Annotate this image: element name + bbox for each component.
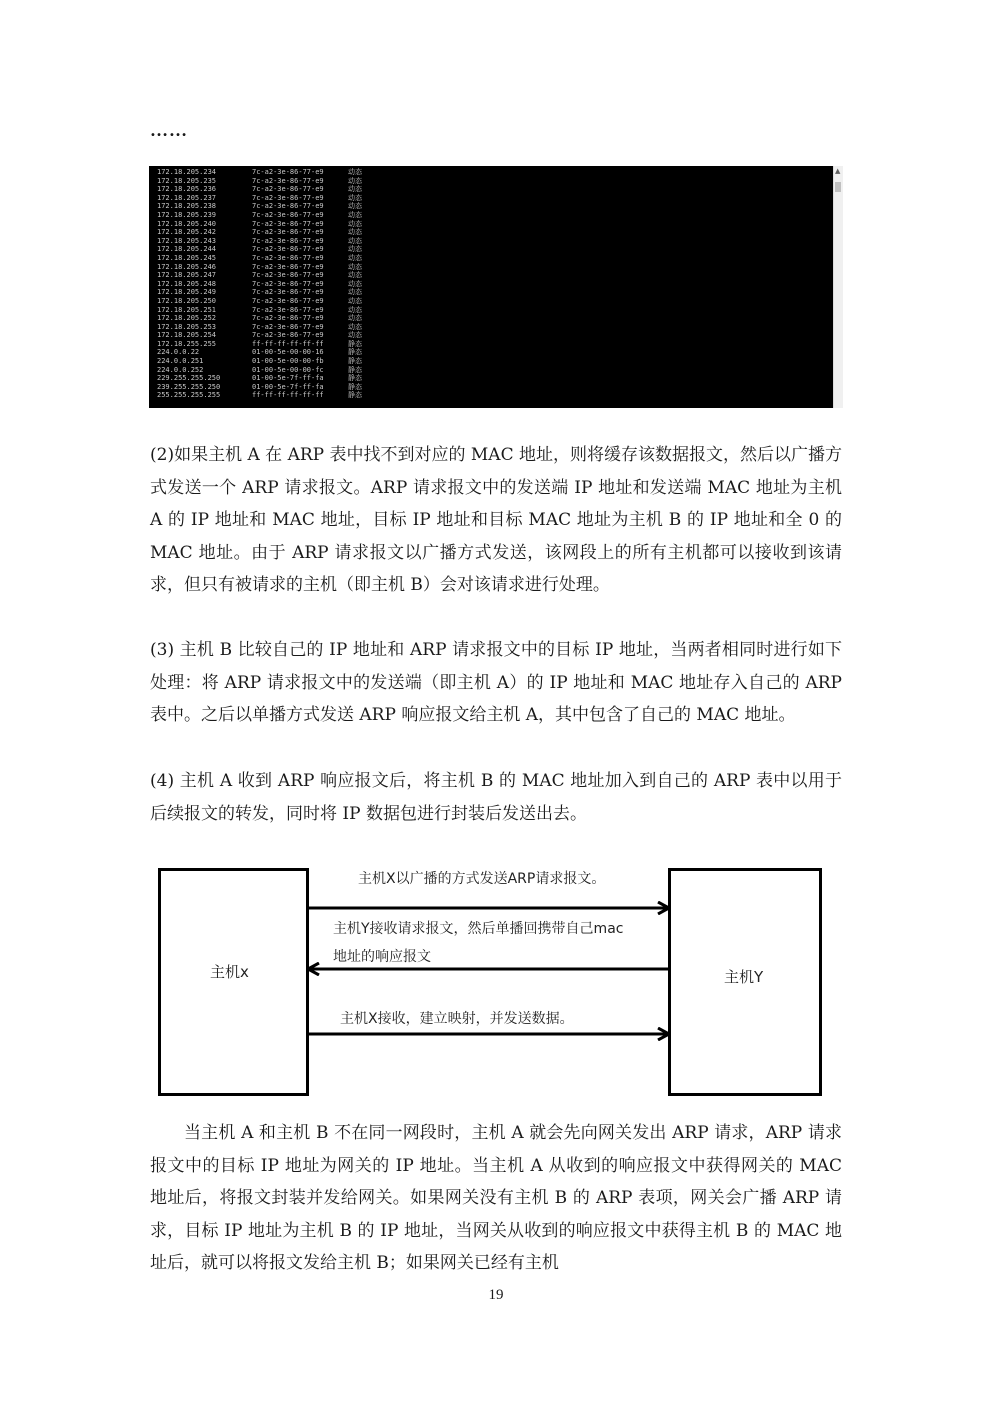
arp-mac-cell: 7c-a2-3e-86-77-e9 (252, 253, 324, 262)
arp-mac-cell: 7c-a2-3e-86-77-e9 (252, 185, 324, 194)
arp-ip-cell: 172.18.205.238 (157, 202, 217, 211)
arp-type-cell: 动态 (348, 305, 362, 314)
arp-table-row (157, 254, 378, 263)
arp-flow-diagram (148, 856, 848, 1106)
host-x-label: 主机x (210, 963, 249, 981)
arp-type-cell: 动态 (348, 331, 362, 340)
arp-mac-cell: 7c-a2-3e-86-77-e9 (252, 305, 324, 314)
arp-type-cell: 动态 (348, 322, 362, 331)
arp-type-cell: 静态 (348, 382, 362, 391)
arp-table-row (157, 331, 378, 340)
ellipsis: …… (150, 120, 188, 140)
arp-ip-cell: 172.18.205.249 (157, 288, 217, 297)
arp-mac-cell: 01-00-5e-7f-ff-fa (252, 374, 324, 383)
arp-ip-cell: 172.18.205.243 (157, 236, 217, 245)
arp-ip-cell: 172.18.205.251 (157, 305, 217, 314)
arp-table-row (157, 383, 378, 392)
arp-type-cell: 动态 (348, 262, 362, 271)
arp-table-row (157, 194, 378, 203)
arp-ip-cell: 229.255.255.250 (157, 374, 221, 383)
arp-type-cell: 动态 (348, 228, 362, 237)
arp-ip-cell: 172.18.205.246 (157, 262, 217, 271)
arp-type-cell: 动态 (348, 236, 362, 245)
arp-mac-cell: 7c-a2-3e-86-77-e9 (252, 210, 324, 219)
arp-table-row (157, 185, 378, 194)
arp-ip-cell: 172.18.205.253 (157, 322, 217, 331)
arp-mac-cell: 7c-a2-3e-86-77-e9 (252, 322, 324, 331)
arp-mac-cell: 7c-a2-3e-86-77-e9 (252, 219, 324, 228)
terminal-scrollbar[interactable] (833, 166, 843, 408)
arp-mac-cell: 7c-a2-3e-86-77-e9 (252, 245, 324, 254)
arp-mac-cell: 7c-a2-3e-86-77-e9 (252, 168, 324, 176)
arp-type-cell: 动态 (348, 193, 362, 202)
arp-mac-cell: 7c-a2-3e-86-77-e9 (252, 193, 324, 202)
arp-ip-cell: 172.18.205.237 (157, 193, 217, 202)
arp-mac-cell: 01-00-5e-00-00-fc (252, 365, 324, 374)
arp-mac-cell: 7c-a2-3e-86-77-e9 (252, 236, 324, 245)
arp-ip-cell: 172.18.205.242 (157, 228, 217, 237)
arp-ip-cell: 172.18.205.240 (157, 219, 217, 228)
arp-table-row (157, 374, 378, 383)
broadcast-request-label: 主机X以广播的方式发送ARP请求报文。 (358, 871, 606, 887)
scroll-thumb[interactable] (835, 182, 841, 192)
arp-table-row (157, 271, 378, 280)
arp-table-row (157, 211, 378, 220)
paragraph-step-4: (4) 主机 A 收到 ARP 响应报文后，将主机 B 的 MAC 地址加入到自己的 ARP 表中以用于后续报文的转发，同时将 IP 数据包进行封装后发送出去。 (150, 771, 842, 824)
arp-mac-cell: ff-ff-ff-ff-ff-ff (252, 339, 324, 348)
arp-ip-cell: 224.0.0.251 (157, 357, 204, 366)
arp-table-row (157, 237, 378, 246)
arp-table-row (157, 280, 378, 289)
arp-table-row (157, 348, 378, 357)
arp-type-cell: 动态 (348, 314, 362, 323)
arp-type-cell: 动态 (348, 202, 362, 211)
arp-ip-cell: 172.18.205.245 (157, 253, 217, 262)
arp-table-row (157, 357, 378, 366)
arp-table-row (157, 306, 378, 315)
arp-table-row (157, 323, 378, 332)
arp-mac-cell: 7c-a2-3e-86-77-e9 (252, 288, 324, 297)
arp-mac-cell: 01-00-5e-7f-ff-fa (252, 382, 324, 391)
arp-type-cell: 动态 (348, 245, 362, 254)
arp-type-cell: 静态 (348, 374, 362, 383)
arp-mac-cell: 7c-a2-3e-86-77-e9 (252, 176, 324, 185)
arp-table-row (157, 288, 378, 297)
arp-ip-cell: 172.18.255.255 (157, 339, 217, 348)
arp-table-row (157, 314, 378, 323)
arp-mac-cell: 01-00-5e-00-00-fb (252, 357, 324, 366)
arp-mac-cell: 7c-a2-3e-86-77-e9 (252, 202, 324, 211)
arp-mac-cell: 7c-a2-3e-86-77-e9 (252, 279, 324, 288)
arp-type-cell: 动态 (348, 279, 362, 288)
unicast-response-label-line1: 主机Y接收请求报文，然后单播回携带自己mac (333, 921, 624, 937)
arp-type-cell: 动态 (348, 210, 362, 219)
paragraph-step-2: (2)如果主机 A 在 ARP 表中找不到对应的 MAC 地址，则将缓存该数据报文，然后以广播方式发送一个 ARP 请求报文。ARP 请求报文中的发送端 IP 地址和发送端 MAC 地址为主机 A 的 IP 地址和 MAC 地址，目标 IP 地址和目标 MAC 地址为主机 B 的 IP 地址和全 0 的 MAC 地址。由于 ARP 请求报文以广播方式发送，该网段上的所有主机都可以接收到该请求，但只有被请求的主机（即主机 B）会对该请求进行处理。 (150, 445, 842, 596)
arp-table-row (157, 391, 378, 400)
arp-mac-cell: 7c-a2-3e-86-77-e9 (252, 314, 324, 323)
arp-table-row (157, 177, 378, 186)
arp-type-cell: 静态 (348, 357, 362, 366)
arp-table-row (157, 340, 378, 349)
arp-type-cell: 动态 (348, 168, 362, 176)
arp-type-cell: 动态 (348, 288, 362, 297)
arp-mac-cell: 01-00-5e-00-00-16 (252, 348, 324, 357)
arp-ip-cell: 172.18.205.247 (157, 271, 217, 280)
unicast-response-label-line2: 地址的响应报文 (333, 949, 431, 965)
arp-type-cell: 动态 (348, 185, 362, 194)
arp-ip-cell: 172.18.205.254 (157, 331, 217, 340)
arp-ip-cell: 224.0.0.22 (157, 348, 200, 357)
arp-table-screenshot (149, 166, 833, 408)
arp-ip-cell: 172.18.205.248 (157, 279, 217, 288)
arp-type-cell: 静态 (348, 391, 362, 400)
arp-table-row (157, 366, 378, 375)
arp-ip-cell: 172.18.205.244 (157, 245, 217, 254)
paragraph-different-subnet: 当主机 A 和主机 B 不在同一网段时，主机 A 就会先向网关发出 ARP 请求，ARP 请求报文中的目标 IP 地址为网关的 IP 地址。当主机 A 从收到的响应报文中获得网关的 MAC 地址后，将报文封装并发给网关。如果网关没有主机 B 的 ARP 表项，网关会广播 ARP 请求，目标 IP 地址为主机 B 的 IP 地址，当网关从收到的响应报文中获得主机 B 的 MAC 地址后，就可以将报文发给主机 B；如果网关已经有主机 (150, 1123, 842, 1274)
arp-table-row (157, 245, 378, 254)
page-number: 19 (488, 1287, 504, 1303)
send-data-label: 主机X接收，建立映射，并发送数据。 (340, 1011, 574, 1027)
arp-ip-cell: 172.18.205.239 (157, 210, 217, 219)
arp-type-cell: 静态 (348, 348, 362, 357)
arp-table-row (157, 168, 378, 177)
arp-type-cell: 动态 (348, 253, 362, 262)
arp-table-row (157, 202, 378, 211)
host-y-label: 主机Y (724, 968, 764, 986)
arp-mac-cell: 7c-a2-3e-86-77-e9 (252, 331, 324, 340)
arp-type-cell: 动态 (348, 219, 362, 228)
scroll-up-icon[interactable]: ▲ (835, 167, 841, 175)
arp-ip-cell: 255.255.255.255 (157, 391, 221, 400)
paragraph-step-3: (3) 主机 B 比较自己的 IP 地址和 ARP 请求报文中的目标 IP 地址，当两者相同时进行如下处理：将 ARP 请求报文中的发送端（即主机 A）的 IP 地址和 MAC 地址存入自己的 ARP 表中。之后以单播方式发送 ARP 响应报文给主机 A，其中包含了自己的 MAC 地址。 (150, 640, 842, 726)
arp-mac-cell: 7c-a2-3e-86-77-e9 (252, 262, 324, 271)
arp-table-row (157, 228, 378, 237)
arp-mac-cell: ff-ff-ff-ff-ff-ff (252, 391, 324, 400)
arp-type-cell: 静态 (348, 365, 362, 374)
arp-type-cell: 动态 (348, 176, 362, 185)
arp-type-cell: 静态 (348, 339, 362, 348)
arp-mac-cell: 7c-a2-3e-86-77-e9 (252, 296, 324, 305)
arp-ip-cell: 172.18.205.236 (157, 185, 217, 194)
arp-table-row (157, 220, 378, 229)
arp-table-row (157, 263, 378, 272)
arp-table-row (157, 297, 378, 306)
arp-type-cell: 动态 (348, 296, 362, 305)
arp-ip-cell: 172.18.205.234 (157, 168, 217, 176)
arp-ip-cell: 172.18.205.252 (157, 314, 217, 323)
arp-type-cell: 动态 (348, 271, 362, 280)
arp-mac-cell: 7c-a2-3e-86-77-e9 (252, 228, 324, 237)
arp-ip-cell: 172.18.205.235 (157, 176, 217, 185)
arp-table-rows (157, 168, 378, 400)
arp-mac-cell: 7c-a2-3e-86-77-e9 (252, 271, 324, 280)
arp-ip-cell: 224.0.0.252 (157, 365, 204, 374)
arp-ip-cell: 172.18.205.250 (157, 296, 217, 305)
arp-ip-cell: 239.255.255.250 (157, 382, 221, 391)
